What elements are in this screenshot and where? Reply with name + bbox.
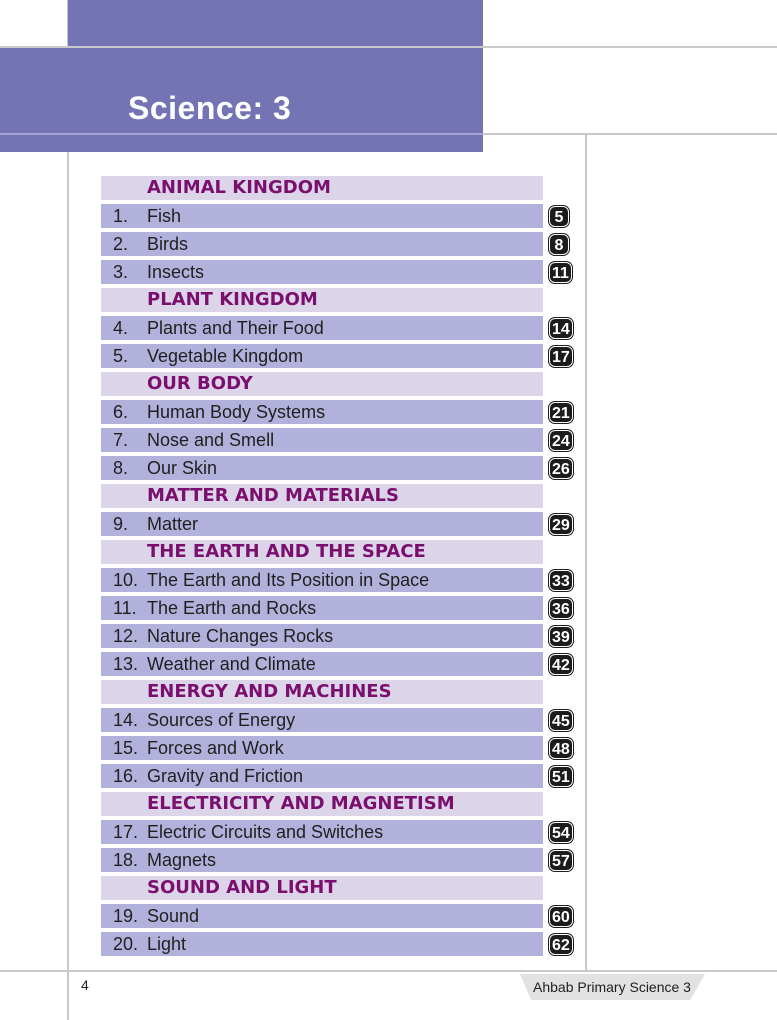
lesson-title: Our Skin	[147, 458, 218, 478]
lesson-number: 9.	[113, 514, 129, 534]
lesson-number: 16.	[113, 766, 139, 786]
unit-heading-row	[101, 539, 581, 567]
lesson-page-badge: 8	[549, 234, 569, 255]
unit-heading-row	[101, 875, 581, 903]
unit-heading-row	[101, 679, 581, 707]
lesson-row[interactable]	[101, 847, 581, 875]
unit-heading: ENERGY AND MACHINES	[147, 681, 392, 702]
lesson-page-badge: 57	[549, 850, 573, 871]
lesson-row[interactable]	[101, 707, 581, 735]
lesson-row[interactable]	[101, 931, 581, 959]
lesson-page-badge: 21	[549, 402, 573, 423]
lesson-number: 4.	[113, 318, 129, 338]
table-of-contents	[101, 175, 581, 959]
right-margin-line	[585, 133, 587, 971]
lesson-title: Weather and Climate	[147, 654, 316, 674]
lesson-page-badge: 42	[549, 654, 573, 675]
lesson-number: 18.	[113, 850, 139, 870]
unit-heading: SOUND AND LIGHT	[147, 877, 337, 898]
lesson-number: 15.	[113, 738, 139, 758]
lesson-row[interactable]	[101, 903, 581, 931]
unit-heading-row	[101, 371, 581, 399]
lesson-page-badge: 26	[549, 458, 573, 479]
lesson-number: 13.	[113, 654, 139, 674]
lesson-row[interactable]	[101, 343, 581, 371]
lesson-row[interactable]	[101, 595, 581, 623]
lesson-number: 17.	[113, 822, 139, 842]
lesson-number: 1.	[113, 206, 129, 226]
lesson-title: Human Body Systems	[147, 402, 326, 422]
lesson-title: Light	[147, 934, 187, 954]
lesson-page-badge: 48	[549, 738, 573, 759]
lesson-page-badge: 11	[549, 262, 572, 283]
header-band-top	[68, 0, 483, 46]
lesson-page-badge: 62	[549, 934, 573, 955]
lesson-page-badge: 5	[549, 206, 569, 227]
lesson-title: Fish	[147, 206, 182, 226]
lesson-title: Forces and Work	[147, 738, 284, 758]
lesson-number: 12.	[113, 626, 139, 646]
lesson-number: 10.	[113, 570, 139, 590]
lesson-title: Gravity and Friction	[147, 766, 304, 786]
lesson-page-badge: 36	[549, 598, 573, 619]
unit-heading-row	[101, 175, 581, 203]
lesson-number: 8.	[113, 458, 129, 478]
lesson-title: Nose and Smell	[147, 430, 275, 450]
lesson-title: The Earth and Rocks	[147, 598, 317, 618]
page-number: 4	[81, 977, 89, 993]
unit-heading: PLANT KINGDOM	[147, 289, 318, 310]
lesson-number: 19.	[113, 906, 139, 926]
lesson-title: Sound	[147, 906, 200, 926]
unit-heading-row	[101, 287, 581, 315]
lesson-number: 11.	[113, 598, 137, 618]
lesson-row[interactable]	[101, 231, 581, 259]
header-divider-line	[0, 133, 483, 135]
lesson-row[interactable]	[101, 623, 581, 651]
lesson-page-badge: 33	[549, 570, 573, 591]
lesson-page-badge: 17	[549, 346, 573, 367]
lesson-number: 5.	[113, 346, 129, 366]
lesson-page-badge: 29	[549, 514, 573, 535]
lesson-page-badge: 14	[549, 318, 573, 339]
lesson-number: 6.	[113, 402, 129, 422]
lesson-title: Vegetable Kingdom	[147, 346, 304, 366]
page-title: Science: 3	[128, 90, 292, 126]
unit-heading: OUR BODY	[147, 373, 253, 394]
lesson-row[interactable]	[101, 427, 581, 455]
unit-heading: ELECTRICITY AND MAGNETISM	[147, 793, 455, 814]
lesson-title: Electric Circuits and Switches	[147, 822, 384, 842]
lesson-title: Matter	[147, 514, 199, 534]
left-margin-line	[67, 0, 69, 1020]
lesson-row[interactable]	[101, 455, 581, 483]
lesson-number: 3.	[113, 262, 129, 282]
lesson-number: 14.	[113, 710, 139, 730]
lesson-page-badge: 39	[549, 626, 573, 647]
lesson-row[interactable]	[101, 819, 581, 847]
lesson-number: 20.	[113, 934, 139, 954]
lesson-title: Magnets	[147, 850, 217, 870]
lesson-page-badge: 51	[549, 766, 573, 787]
lesson-row[interactable]	[101, 315, 581, 343]
lesson-page-badge: 24	[549, 430, 573, 451]
lesson-title: Birds	[147, 234, 189, 254]
unit-heading-row	[101, 791, 581, 819]
lesson-row[interactable]	[101, 259, 581, 287]
lesson-page-badge: 60	[549, 906, 573, 927]
unit-heading-row	[101, 483, 581, 511]
unit-heading: MATTER AND MATERIALS	[147, 485, 399, 506]
lesson-title: Nature Changes Rocks	[147, 626, 334, 646]
lesson-row[interactable]	[101, 203, 581, 231]
lesson-row[interactable]	[101, 567, 581, 595]
lesson-page-badge: 45	[549, 710, 573, 731]
bottom-grid-line	[0, 970, 777, 972]
lesson-title: Insects	[147, 262, 205, 282]
unit-heading: ANIMAL KINGDOM	[147, 177, 331, 198]
lesson-row[interactable]	[101, 735, 581, 763]
unit-heading: THE EARTH AND THE SPACE	[147, 541, 426, 562]
lesson-row[interactable]	[101, 763, 581, 791]
lesson-title: Plants and Their Food	[147, 318, 324, 338]
footer-book-title: Ahbab Primary Science 3	[533, 979, 691, 995]
header-grid-line	[483, 133, 777, 135]
lesson-title: Sources of Energy	[147, 710, 296, 730]
lesson-row[interactable]	[101, 511, 581, 539]
lesson-row[interactable]	[101, 399, 581, 427]
lesson-page-badge: 54	[549, 822, 573, 843]
lesson-row[interactable]	[101, 651, 581, 679]
lesson-number: 2.	[113, 234, 129, 254]
lesson-title: The Earth and Its Position in Space	[147, 570, 430, 590]
lesson-number: 7.	[113, 430, 129, 450]
